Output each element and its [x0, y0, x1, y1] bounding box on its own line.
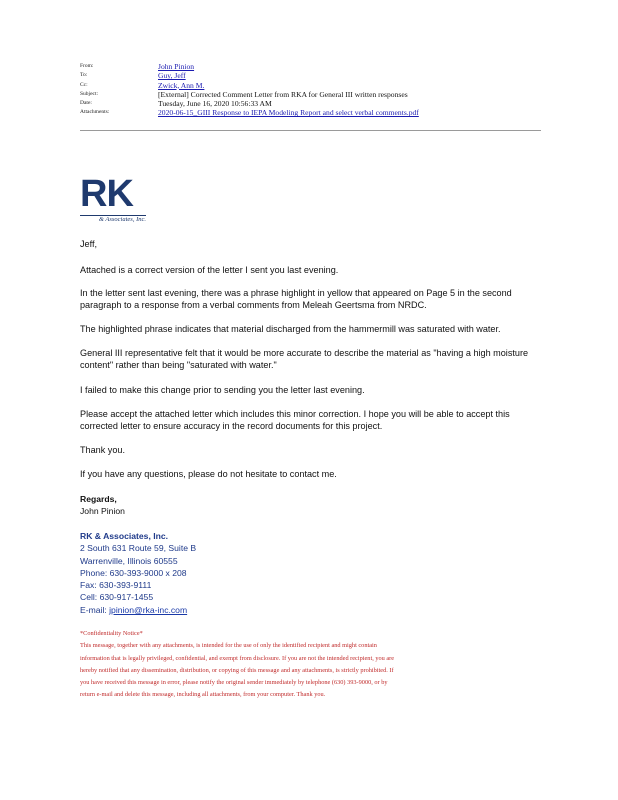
subject-value: [External] Corrected Comment Letter from RKA for General III written responses — [158, 89, 408, 99]
from-row — [80, 62, 540, 71]
paragraph-1: Attached is a correct version of the letter I sent you last evening. — [80, 265, 339, 275]
company-address-2: Warrenville, Illinois 60555 — [80, 555, 178, 566]
attachments-label: Attachments: — [80, 109, 110, 116]
from-link[interactable]: John Pinion — [158, 62, 195, 71]
email-label: E-mail: — [80, 604, 110, 615]
attachments-row — [80, 108, 540, 117]
subject-label: Subject: — [80, 90, 99, 97]
paragraph-7: Thank you. — [80, 445, 125, 455]
confidentiality-line-3: hereby notified that any dissemination, distribution, or copying of this message and any attachments, is strictly prohibited. If — [80, 666, 394, 674]
email-link[interactable]: jpinion@rka-inc.com — [109, 604, 188, 615]
logo-subtitle: & Associates, Inc. — [98, 216, 146, 223]
header-divider — [80, 130, 541, 131]
to-row — [80, 71, 540, 80]
greeting: Jeff, — [80, 239, 98, 249]
cc-row — [80, 81, 540, 90]
confidentiality-line-4: you have received this message in error, please notify the original sender immediately by telephone (630) 393-9000, or by — [80, 679, 388, 687]
to-label: To: — [80, 72, 88, 79]
date-label: Date: — [80, 100, 92, 107]
company-logo — [80, 173, 146, 224]
paragraph-3: The highlighted phrase indicates that material discharged from the hammermill was saturated with water. — [80, 324, 501, 334]
paragraph-6: Please accept the attached letter which includes this minor correction. I hope you will be able to accept this corrected letter to ensure accuracy in the record documents for this project. — [80, 409, 510, 432]
subject-row — [80, 90, 540, 99]
company-fax: Fax: 630-393-9111 — [80, 580, 152, 591]
paragraph-8: If you have any questions, please do not hesitate to contact me. — [80, 469, 337, 479]
email-header — [80, 62, 540, 118]
from-label: From: — [80, 63, 94, 69]
paragraph-2: In the letter sent last evening, there was a phrase highlight in yellow that appeared on Page 5 in the second paragraph to a response from a verbal comments from Meleah Geertsma from NRDC. — [80, 288, 512, 311]
company-block — [80, 530, 196, 616]
date-value: Tuesday, June 16, 2020 10:56:33 AM — [158, 99, 272, 109]
date-row — [80, 99, 540, 108]
signature-closing: Regards, — [80, 494, 117, 504]
paragraph-4: General III representative felt that it would be more accurate to describe the material as "having a high moisture content" rather than being "saturated with water." — [80, 348, 529, 371]
company-phone: Phone: 630-393-9000 x 208 — [80, 567, 187, 578]
cc-label: Cc: — [80, 81, 88, 88]
company-cell: Cell: 630-917-1455 — [80, 592, 154, 603]
signature-name: John Pinion — [80, 506, 125, 516]
confidentiality-line-5: return e-mail and delete this message, including all attachments, from your computer. Thank you. — [80, 691, 326, 699]
paragraph-5: I failed to make this change prior to sending you the letter last evening. — [80, 385, 365, 395]
to-link[interactable]: Guy, Jeff — [158, 71, 186, 81]
company-name: RK & Associates, Inc. — [80, 531, 169, 541]
confidentiality-line-1: This message, together with any attachments, is intended for the use of only the identified recipient and might contain — [80, 642, 377, 650]
confidentiality-line-2: information that is legally privileged, confidential, and exempt from disclosure. If you are not the intended recipient, you are — [80, 654, 395, 662]
logo-mark: RK — [80, 173, 133, 215]
attachment-link[interactable]: 2020-06-15_GIII Response to IEPA Modeling Report and select verbal comments.pdf — [158, 108, 419, 118]
company-email-row — [80, 604, 196, 616]
confidentiality-title: *Confidentiality Notice* — [80, 630, 143, 637]
cc-link[interactable]: Zwick, Ann M. — [158, 80, 205, 90]
confidentiality-notice — [80, 628, 545, 702]
company-address-1: 2 South 631 Route 59, Suite B — [80, 543, 197, 554]
